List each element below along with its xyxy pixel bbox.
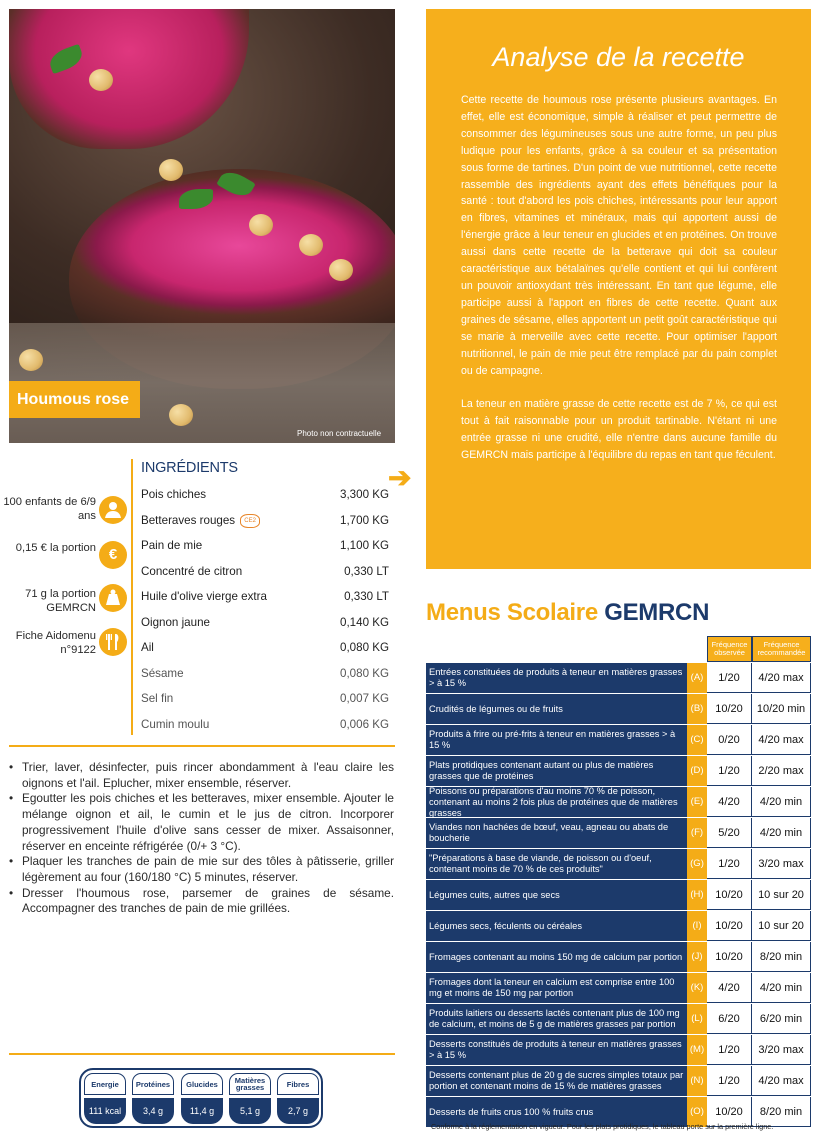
ingredient-name: Concentré de citron <box>141 565 243 578</box>
row-recommended: 3/20 max <box>752 1035 811 1065</box>
nutrition-value: 3,4 g <box>132 1098 174 1124</box>
ingredient-row <box>141 718 389 738</box>
row-code: (C) <box>687 725 707 755</box>
row-recommended: 2/20 max <box>752 756 811 786</box>
row-code: (B) <box>687 694 707 724</box>
nutrition-label: Energie <box>84 1073 126 1095</box>
table-row <box>426 663 811 693</box>
section-divider <box>9 745 395 747</box>
row-code: (L) <box>687 1004 707 1034</box>
table-row <box>426 1035 811 1065</box>
row-code: (N) <box>687 1066 707 1096</box>
col-recommended-header: Fréquence recommandée <box>752 636 811 662</box>
ingredient-qty: 0,330 LT <box>344 565 389 578</box>
row-recommended: 4/20 min <box>752 818 811 848</box>
dish-title: Houmous rose <box>9 381 140 418</box>
ingredient-qty: 1,100 KG <box>340 539 389 552</box>
table-row <box>426 880 811 910</box>
row-code: (M) <box>687 1035 707 1065</box>
table-row <box>426 787 811 817</box>
chickpea <box>249 214 273 236</box>
step-item: • Dresser l'houmous rose, parsemer de graines de sésame. Accompagner des tranches de pain de mie grillées. <box>8 886 394 917</box>
nutrition-item <box>229 1073 271 1125</box>
ingredient-name: Pois chiches <box>141 488 207 501</box>
nutrition-value: 2,7 g <box>277 1098 319 1124</box>
row-recommended: 4/20 min <box>752 973 811 1003</box>
row-code: (J) <box>687 942 707 972</box>
row-label: Légumes secs, féculents ou céréales <box>426 911 687 941</box>
row-label: "Préparations à base de viande, de poisson ou d'oeuf, contenant moins de 70 % de ces produits" <box>426 849 687 879</box>
table-row <box>426 942 811 972</box>
table-row <box>426 1004 811 1034</box>
row-observed: 4/20 <box>707 973 752 1003</box>
row-label: Desserts de fruits crus 100 % fruits crus <box>426 1097 687 1127</box>
ingredient-name: Huile d'olive vierge extra <box>141 590 267 603</box>
row-code: (E) <box>687 787 707 817</box>
nutrition-item <box>181 1073 223 1125</box>
ingredient-row <box>141 692 389 712</box>
row-recommended: 4/20 max <box>752 663 811 693</box>
servings-text: 100 enfants de 6/9 ans <box>3 496 96 522</box>
nutrition-item <box>84 1073 126 1125</box>
table-row <box>426 973 811 1003</box>
person-icon <box>99 496 127 524</box>
cutlery-icon <box>99 628 127 656</box>
row-label: Fromages dont la teneur en calcium est comprise entre 100 mg et moins de 150 mg par portion <box>426 973 687 1003</box>
aidomenu-text: Fiche Aidomenu n°9122 <box>15 630 96 656</box>
analysis-title: Analyse de la recette <box>492 42 745 72</box>
row-observed: 1/20 <box>707 1035 752 1065</box>
row-recommended: 8/20 min <box>752 1097 811 1127</box>
analysis-paragraph: La teneur en matière grasse de cette recette est de 7 %, ce qui est tout à fait raisonnable pour un produit tartinable. N'étant ni une entrée grasse ni une crudité, elle n'entre dans aucune famille du GEMRCN mais participe à l'équilibre du repas en tant que féculent. <box>461 398 777 462</box>
analysis-paragraph: Cette recette de houmous rose présente plusieurs avantages. En effet, elle est économique, simple à réaliser et peut permettre de consommer des légumineuses sous une autre forme, un peu plus ludique pour les enfants, grâce à sa couleur et sa présentation sous forme de tartines. D'un point de vue nutritionnel, cette recette rassemble des ingrédients ayant des effets bénéfiques pour la santé : tout d'abord les pois chiches, intéressants pour leur apport en fibres, vitamines et minéraux, mais qui apportent aussi de l'énergie grâce à leur teneur en glucides et en protéines. On trouve aussi dans cette recette de la betterave qui doit sa couleur caractéristique aux bétalaïnes qu'elle contient et qui lui confèrent un pouvoir antioxydant très intéressant. En tant que légume, elle participe aussi à l'apport en fibres de cette recette. Quant aux graines de sésame, elles apportent un petit goût caractéristique qui se marie à merveille avec cette recette. Pour optimiser l'apport nutritionnel, le pain de mie peut être remplacé par du pain complet ou de campagne. <box>461 94 777 377</box>
row-recommended: 4/20 max <box>752 1066 811 1096</box>
row-observed: 10/20 <box>707 694 752 724</box>
row-label: Desserts constitués de produits à teneur en matières grasses > à 15 % <box>426 1035 687 1065</box>
ingredient-qty: 0,080 KG <box>340 667 389 680</box>
ingredient-row <box>141 590 389 610</box>
ingredient-row <box>141 539 389 559</box>
nutrition-label: Protéines <box>132 1073 174 1095</box>
nutrition-value: 11,4 g <box>181 1098 223 1124</box>
row-recommended: 4/20 min <box>752 787 811 817</box>
scale-icon <box>99 584 127 612</box>
nutrition-label: Matières grasses <box>229 1073 271 1095</box>
row-recommended: 10 sur 20 <box>752 911 811 941</box>
step-item: • Egoutter les pois chiches et les betteraves, mixer ensemble. Ajouter le mélange oignon et ail, le cumin et le jus de citron. Incorporer progressivement l'huile d'olive sans cesser de mixer. Assaisonner, réserver en enceinte réfrigérée (0/+ 3 °C). <box>8 791 394 854</box>
table-row <box>426 1066 811 1096</box>
ingredient-name: Pain de mie <box>141 539 203 552</box>
row-observed: 1/20 <box>707 1066 752 1096</box>
row-recommended: 8/20 min <box>752 942 811 972</box>
row-observed: 10/20 <box>707 911 752 941</box>
table-row <box>426 818 811 848</box>
nutrition-label: Glucides <box>181 1073 223 1095</box>
row-label: Viandes non hachées de bœuf, veau, agneau ou abats de boucherie <box>426 818 687 848</box>
nutrition-item <box>132 1073 174 1125</box>
ingredients-heading: INGRÉDIENTS <box>141 460 238 476</box>
nutrition-value: 111 kcal <box>84 1098 126 1124</box>
menus-title-a: Menus Scolaire <box>426 599 605 626</box>
row-observed: 10/20 <box>707 1097 752 1127</box>
euro-icon: € <box>99 541 127 569</box>
row-observed: 6/20 <box>707 1004 752 1034</box>
row-label: Entrées constituées de produits à teneur en matières grasses > à 15 % <box>426 663 687 693</box>
row-recommended: 10 sur 20 <box>752 880 811 910</box>
row-code: (I) <box>687 911 707 941</box>
chickpea <box>159 159 183 181</box>
section-divider <box>9 1053 395 1055</box>
row-code: (O) <box>687 1097 707 1127</box>
ingredient-name: Ail <box>141 641 154 654</box>
chickpea <box>89 69 113 91</box>
ingredient-qty: 3,300 KG <box>340 488 389 501</box>
row-label: Produits à frire ou pré-frits à teneur en matières grasses > à 15 % <box>426 725 687 755</box>
ce2-badge-icon: CE2 <box>240 514 260 528</box>
table-row <box>426 694 811 724</box>
ingredient-row <box>141 616 389 636</box>
table-row <box>426 725 811 755</box>
nutrition-value: 5,1 g <box>229 1098 271 1124</box>
ingredient-row <box>141 514 389 534</box>
row-observed: 1/20 <box>707 663 752 693</box>
row-code: (D) <box>687 756 707 786</box>
arrow-icon: ➔ <box>388 462 412 493</box>
row-code: (H) <box>687 880 707 910</box>
analysis-box <box>426 9 811 569</box>
ingredient-row <box>141 488 389 508</box>
chickpea <box>19 349 43 371</box>
row-code: (G) <box>687 849 707 879</box>
price-text: 0,15 € la portion <box>15 542 96 554</box>
ingredient-qty: 0,330 LT <box>344 590 389 603</box>
portion-text: 71 g la portion GEMRCN <box>25 588 96 614</box>
chickpea <box>299 234 323 256</box>
photo-disclaimer: Photo non contractuelle <box>297 429 382 438</box>
nutrition-label: Fibres <box>277 1073 319 1095</box>
menus-title <box>426 599 709 627</box>
row-observed: 10/20 <box>707 942 752 972</box>
ingredient-qty: 1,700 KG <box>340 514 389 527</box>
row-recommended: 3/20 max <box>752 849 811 879</box>
row-label: Produits laitiers ou desserts lactés contenant plus de 100 mg de calcium, et moins de 5 g de matières grasses par portion <box>426 1004 687 1034</box>
row-label: Crudités de légumes ou de fruits <box>426 694 687 724</box>
row-observed: 10/20 <box>707 880 752 910</box>
row-observed: 0/20 <box>707 725 752 755</box>
row-observed: 4/20 <box>707 787 752 817</box>
table-footnote: Conforme à la réglementation en vigueur. Pour les plats protidiques, le tableau porte sur la première ligne. <box>431 1122 774 1131</box>
row-observed: 5/20 <box>707 818 752 848</box>
menus-title-b: GEMRCN <box>604 599 710 626</box>
step-item: • Plaquer les tranches de pain de mie sur des tôles à pâtisserie, griller légèrement au four (160/180 °C) 5 minutes, réserver. <box>8 854 394 885</box>
nutrition-item <box>277 1073 319 1125</box>
ingredient-name: Sésame <box>141 667 184 680</box>
ingredient-row <box>141 641 389 661</box>
ingredient-name: Cumin moulu <box>141 718 210 731</box>
ingredient-row <box>141 565 389 585</box>
step-item: • Trier, laver, désinfecter, puis rincer abondamment à l'eau claire les oignons et l'ail. Eplucher, mixer ensemble, réserver. <box>8 760 394 791</box>
ingredient-qty: 0,007 KG <box>340 692 389 705</box>
ingredient-qty: 0,140 KG <box>340 616 389 629</box>
chickpea <box>329 259 353 281</box>
ingredient-name: Sel fin <box>141 692 174 705</box>
table-row <box>426 911 811 941</box>
table-row <box>426 849 811 879</box>
chickpea <box>169 404 193 426</box>
ingredient-name: Betteraves rouges <box>141 514 236 528</box>
row-recommended: 6/20 min <box>752 1004 811 1034</box>
row-label: Desserts contenant plus de 20 g de sucres simples totaux par portion et contenant moins de 15 % de matières grasses <box>426 1066 687 1096</box>
row-observed: 1/20 <box>707 849 752 879</box>
ingredient-name: Oignon jaune <box>141 616 210 629</box>
ingredient-qty: 0,006 KG <box>340 718 389 731</box>
ingredient-qty: 0,080 KG <box>340 641 389 654</box>
ingredients-divider <box>131 459 133 735</box>
preparation-steps <box>8 760 394 917</box>
recipe-photo <box>9 9 395 443</box>
row-label: Fromages contenant au moins 150 mg de calcium par portion <box>426 942 687 972</box>
row-recommended: 10/20 min <box>752 694 811 724</box>
row-label: Poissons ou préparations d'au moins 70 % de poisson, contenant au moins 2 fois plus de protéines que de matières grasses <box>426 787 687 817</box>
row-label: Plats protidiques contenant autant ou plus de matières grasses que de protéines <box>426 756 687 786</box>
row-code: (A) <box>687 663 707 693</box>
back-bowl <box>9 9 249 149</box>
ingredient-row <box>141 667 389 687</box>
col-observed-header: Fréquence observée <box>707 636 752 662</box>
row-observed: 1/20 <box>707 756 752 786</box>
table-row <box>426 756 811 786</box>
row-code: (F) <box>687 818 707 848</box>
row-code: (K) <box>687 973 707 1003</box>
row-recommended: 4/20 max <box>752 725 811 755</box>
row-label: Légumes cuits, autres que secs <box>426 880 687 910</box>
